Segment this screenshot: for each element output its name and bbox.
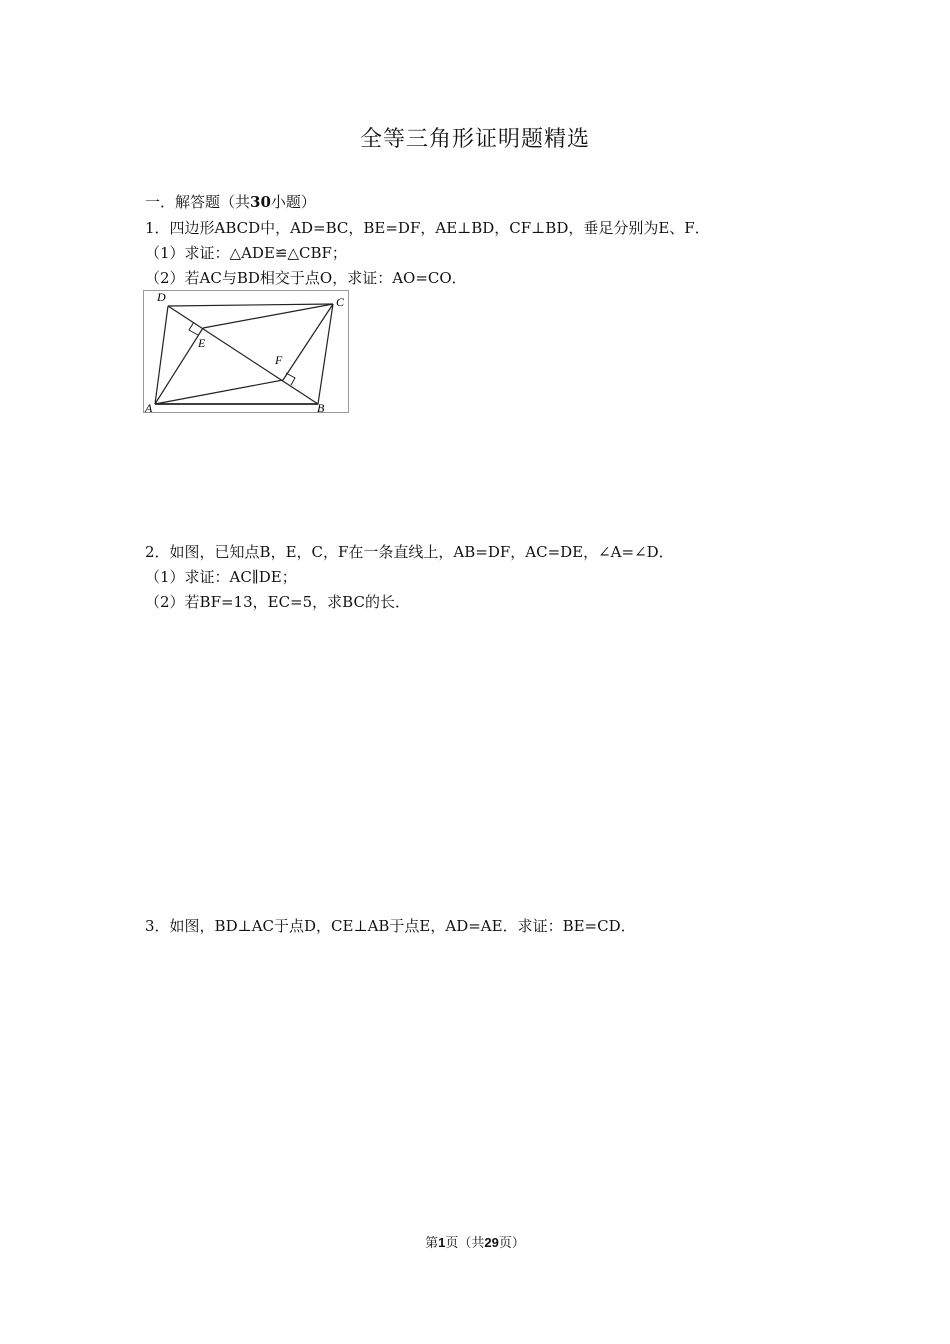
segment-cd (168, 304, 333, 306)
label-a: A (145, 401, 153, 413)
problem-1-statement: 1．四边形ABCD中，AD=BC，BE=DF，AE⊥BD，CF⊥BD，垂足分别为E、F． (145, 219, 710, 237)
footer-total-pages: 29 (484, 1235, 499, 1250)
footer-page-number: 1 (438, 1235, 446, 1250)
segment-ec (203, 304, 333, 328)
segment-ae (155, 328, 203, 404)
footer-suffix: 页） (498, 1235, 525, 1250)
footer-prefix: 第 (425, 1235, 439, 1250)
problem-1-part-2: （2）若AC与BD相交于点O，求证：AO=CO． (145, 269, 467, 287)
right-angle-mark-e (189, 322, 198, 335)
label-e: E (198, 336, 206, 350)
problem-1-part-1: （1）求证：△ADE≌△CBF； (145, 244, 347, 262)
segment-bc (318, 304, 333, 404)
segment-cf (283, 304, 333, 380)
problem-3-statement: 3．如图，BD⊥AC于点D，CE⊥AB于点E，AD=AE．求证：BE=CD． (145, 917, 636, 935)
segment-af (155, 380, 283, 404)
label-f: F (275, 353, 283, 367)
problem-2-part-2: （2）若BF=13，EC=5，求BC的长． (145, 593, 410, 611)
section-heading (145, 192, 316, 212)
figure-frame (144, 291, 349, 413)
problem-2-part-1: （1）求证：AC∥DE； (145, 568, 297, 586)
label-d: D (157, 290, 166, 304)
segment-da (155, 306, 168, 404)
right-angle-mark-f (286, 373, 295, 385)
label-b: B (317, 401, 325, 413)
problem-2-statement: 2．如图，已知点B，E，C，F在一条直线上，AB=DF，AC=DE，∠A=∠D． (145, 543, 674, 561)
section-count: 30 (250, 193, 271, 211)
label-c: C (336, 295, 345, 309)
page-footer (0, 1232, 950, 1251)
section-suffix: 小题） (270, 193, 316, 211)
problem-1-figure (143, 290, 349, 413)
section-prefix: 一．解答题（共 (145, 193, 251, 211)
page-title: 全等三角形证明题精选 (359, 127, 590, 152)
footer-mid: 页（共 (445, 1235, 485, 1250)
